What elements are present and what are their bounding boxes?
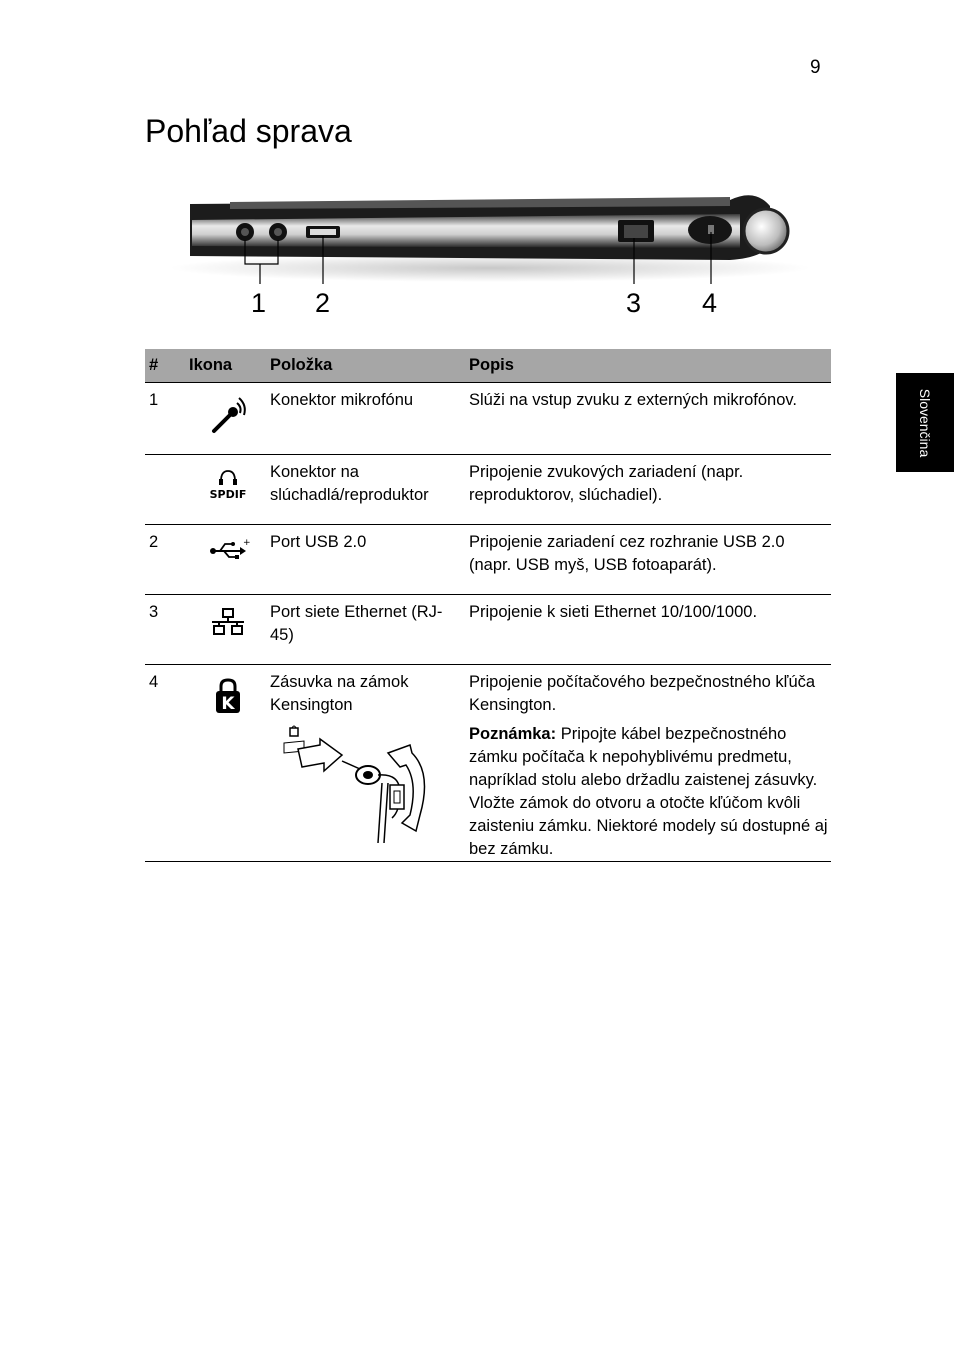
page-title: Pohľad sprava	[145, 113, 352, 149]
row-description: Pripojenie k sieti Ethernet 10/100/1000.	[465, 594, 831, 664]
row-number: 3	[145, 594, 185, 664]
row-number	[145, 454, 185, 524]
callout-3: 3	[626, 288, 642, 318]
callout-4: 4	[702, 288, 718, 318]
ports-table	[145, 349, 831, 862]
row-item: Konektor na slúchadlá/reproduktor	[266, 454, 465, 524]
row-item: Port USB 2.0	[266, 524, 465, 594]
kensington-lock-illustration	[270, 723, 430, 848]
note-paragraph	[469, 723, 831, 861]
row-item: Konektor mikrofónu	[270, 391, 414, 409]
microphone-icon	[210, 395, 246, 435]
header-description: Popis	[465, 349, 831, 383]
spdif-label: SPDIF	[209, 487, 246, 501]
row-number: 1	[149, 391, 159, 409]
svg-text:+: +	[242, 537, 251, 548]
table-header-row	[145, 349, 831, 383]
table-row	[145, 383, 831, 448]
row-description: Pripojenie zariadení cez rozhranie USB 2.0 (napr. USB myš, USB fotoaparát).	[465, 524, 831, 594]
language-side-tab	[896, 373, 954, 472]
row-description: Slúži na vstup zvuku z externých mikrofónov.	[469, 391, 798, 409]
ethernet-icon	[210, 607, 246, 637]
row-number: 2	[145, 524, 185, 594]
note-label: Poznámka:	[469, 724, 557, 743]
row-number: 4	[145, 664, 185, 861]
row-item: Port siete Ethernet (RJ-45)	[266, 594, 465, 664]
row-description: Pripojenie zvukových zariadení (napr. reproduktorov, slúchadiel).	[465, 454, 831, 524]
callout-1: 1	[251, 288, 267, 318]
row-item: Zásuvka na zámok Kensington	[270, 672, 409, 714]
table-row	[145, 594, 831, 664]
callout-2: 2	[315, 288, 331, 318]
page-number: 9	[810, 57, 821, 78]
header-item: Položka	[266, 349, 465, 383]
headphone-spdif-icon	[208, 467, 248, 501]
note-text: Pripojte kábel bezpečnostného zámku počítača k nepohyblivému predmetu, napríklad stolu alebo držadlu zaistenej zásuvky. Vložte zámok do otvoru a otočte kľúčom kvôli zaisteniu zámku. Niektoré modely sú dostupné aj bez zámku.	[469, 724, 828, 858]
table-row	[145, 524, 831, 594]
kensington-lock-icon	[213, 677, 243, 715]
header-number: #	[145, 349, 185, 383]
usb-icon	[208, 537, 251, 561]
row-description: Pripojenie počítačového bezpečnostného kľúča Kensington.	[469, 672, 816, 714]
header-icon: Ikona	[185, 349, 266, 383]
language-side-tab-label: Slovenčina	[917, 388, 933, 457]
table-row	[145, 454, 831, 524]
table-row	[145, 664, 831, 861]
kensington-k-label: K	[220, 693, 235, 714]
